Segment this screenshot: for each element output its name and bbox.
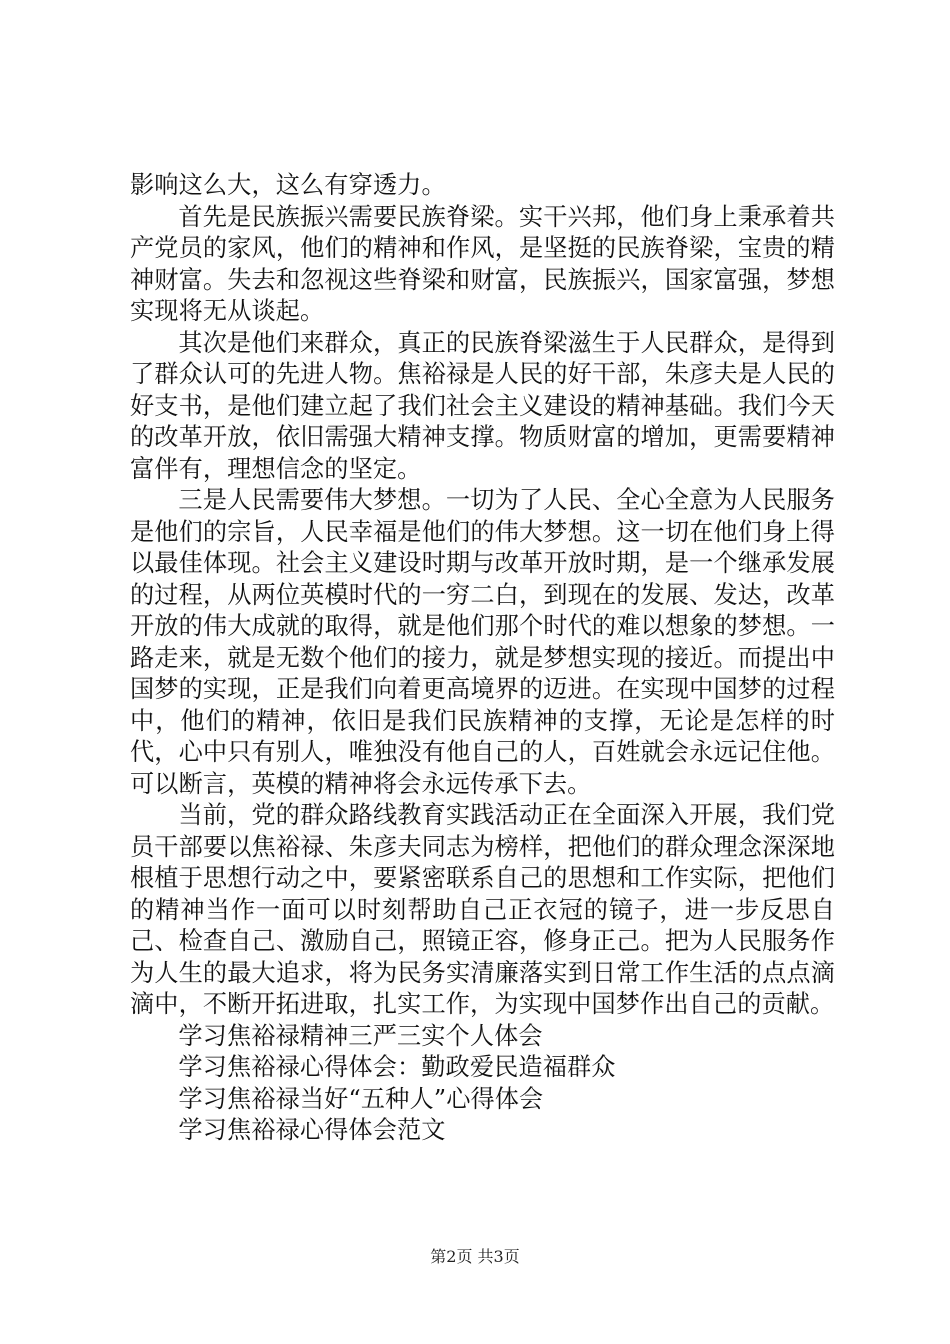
paragraph-continuation: 影响这么大，这么有穿透力。 xyxy=(130,171,446,199)
paragraph-from-the-masses: 其次是他们来群众，真正的民族脊梁滋生于人民群众，是得到了群众认可的先进人物。焦裕禄是人民的好干部，朱彦夫是人民的好支书，是他们建立起了我们社会主义建设的精神基础。我们今天的改革开放，依旧需强大精神支撑。物质财富的增加，更需要精神富伴有，理想信念的坚定。 xyxy=(130,328,835,483)
paragraph-great-dream: 三是人民需要伟大梦想。一切为了人民、全心全意为人民服务是他们的宗旨，人民幸福是他们的伟大梦想。这一切在他们身上得以最佳体现。社会主义建设时期与改革开放时期，是一个继承发展的过程，从两位英模时代的一穷二白，到现在的发展、发达，改革开放的伟大成就的取得，就是他们那个时代的难以想象的梦想。一路走来，就是无数个他们的接力，就是梦想实现的接近。而提出中国梦的实现，正是我们向着更高境界的迈进。在实现中国梦的过程中，他们的精神，依旧是我们民族精神的支撑，无论是怎样的时代，心中只有别人，唯独没有他自己的人，百姓就会永远记住他。可以断言，英模的精神将会永远传承下去。 xyxy=(130,486,835,798)
related-article-link[interactable]: 学习焦裕禄心得体会范文 xyxy=(178,1116,446,1144)
related-article-link[interactable]: 学习焦裕禄心得体会：勤政爱民造福群众 xyxy=(178,1053,616,1081)
paragraph-current-campaign: 当前，党的群众路线教育实践活动正在全面深入开展，我们党员干部要以焦裕禄、朱彦夫同志为榜样，把他们的群众理念深深地根植于思想行动之中，要紧密联系自己的思想和工作实际，把他们的精神当作一面可以时刻帮助自己正衣冠的镜子，进一步反思自己、检查自己、激励自己，照镜正容，修身正己。把为人民服务作为人生的最大追求，将为民务实清廉落实到日常工作生活的点点滴滴中，不断开拓进取，扎实工作，为实现中国梦作出自己的贡献。 xyxy=(130,801,835,1018)
paragraph-national-backbone: 首先是民族振兴需要民族脊梁。实干兴邦，他们身上秉承着共产党员的家风，他们的精神和作风，是坚挺的民族脊梁，宝贵的精神财富。失去和忽视这些脊梁和财富，民族振兴，国家富强，梦想实现将无从谈起。 xyxy=(130,202,835,325)
related-article-link[interactable]: 学习焦裕禄精神三严三实个人体会 xyxy=(178,1021,543,1050)
document-body xyxy=(130,170,835,1147)
related-articles-list xyxy=(130,1021,835,1147)
page-number-footer: 第2页 共3页 xyxy=(430,1247,520,1266)
related-article-link[interactable]: 学习焦裕禄当好“五种人”心得体会 xyxy=(178,1084,544,1113)
